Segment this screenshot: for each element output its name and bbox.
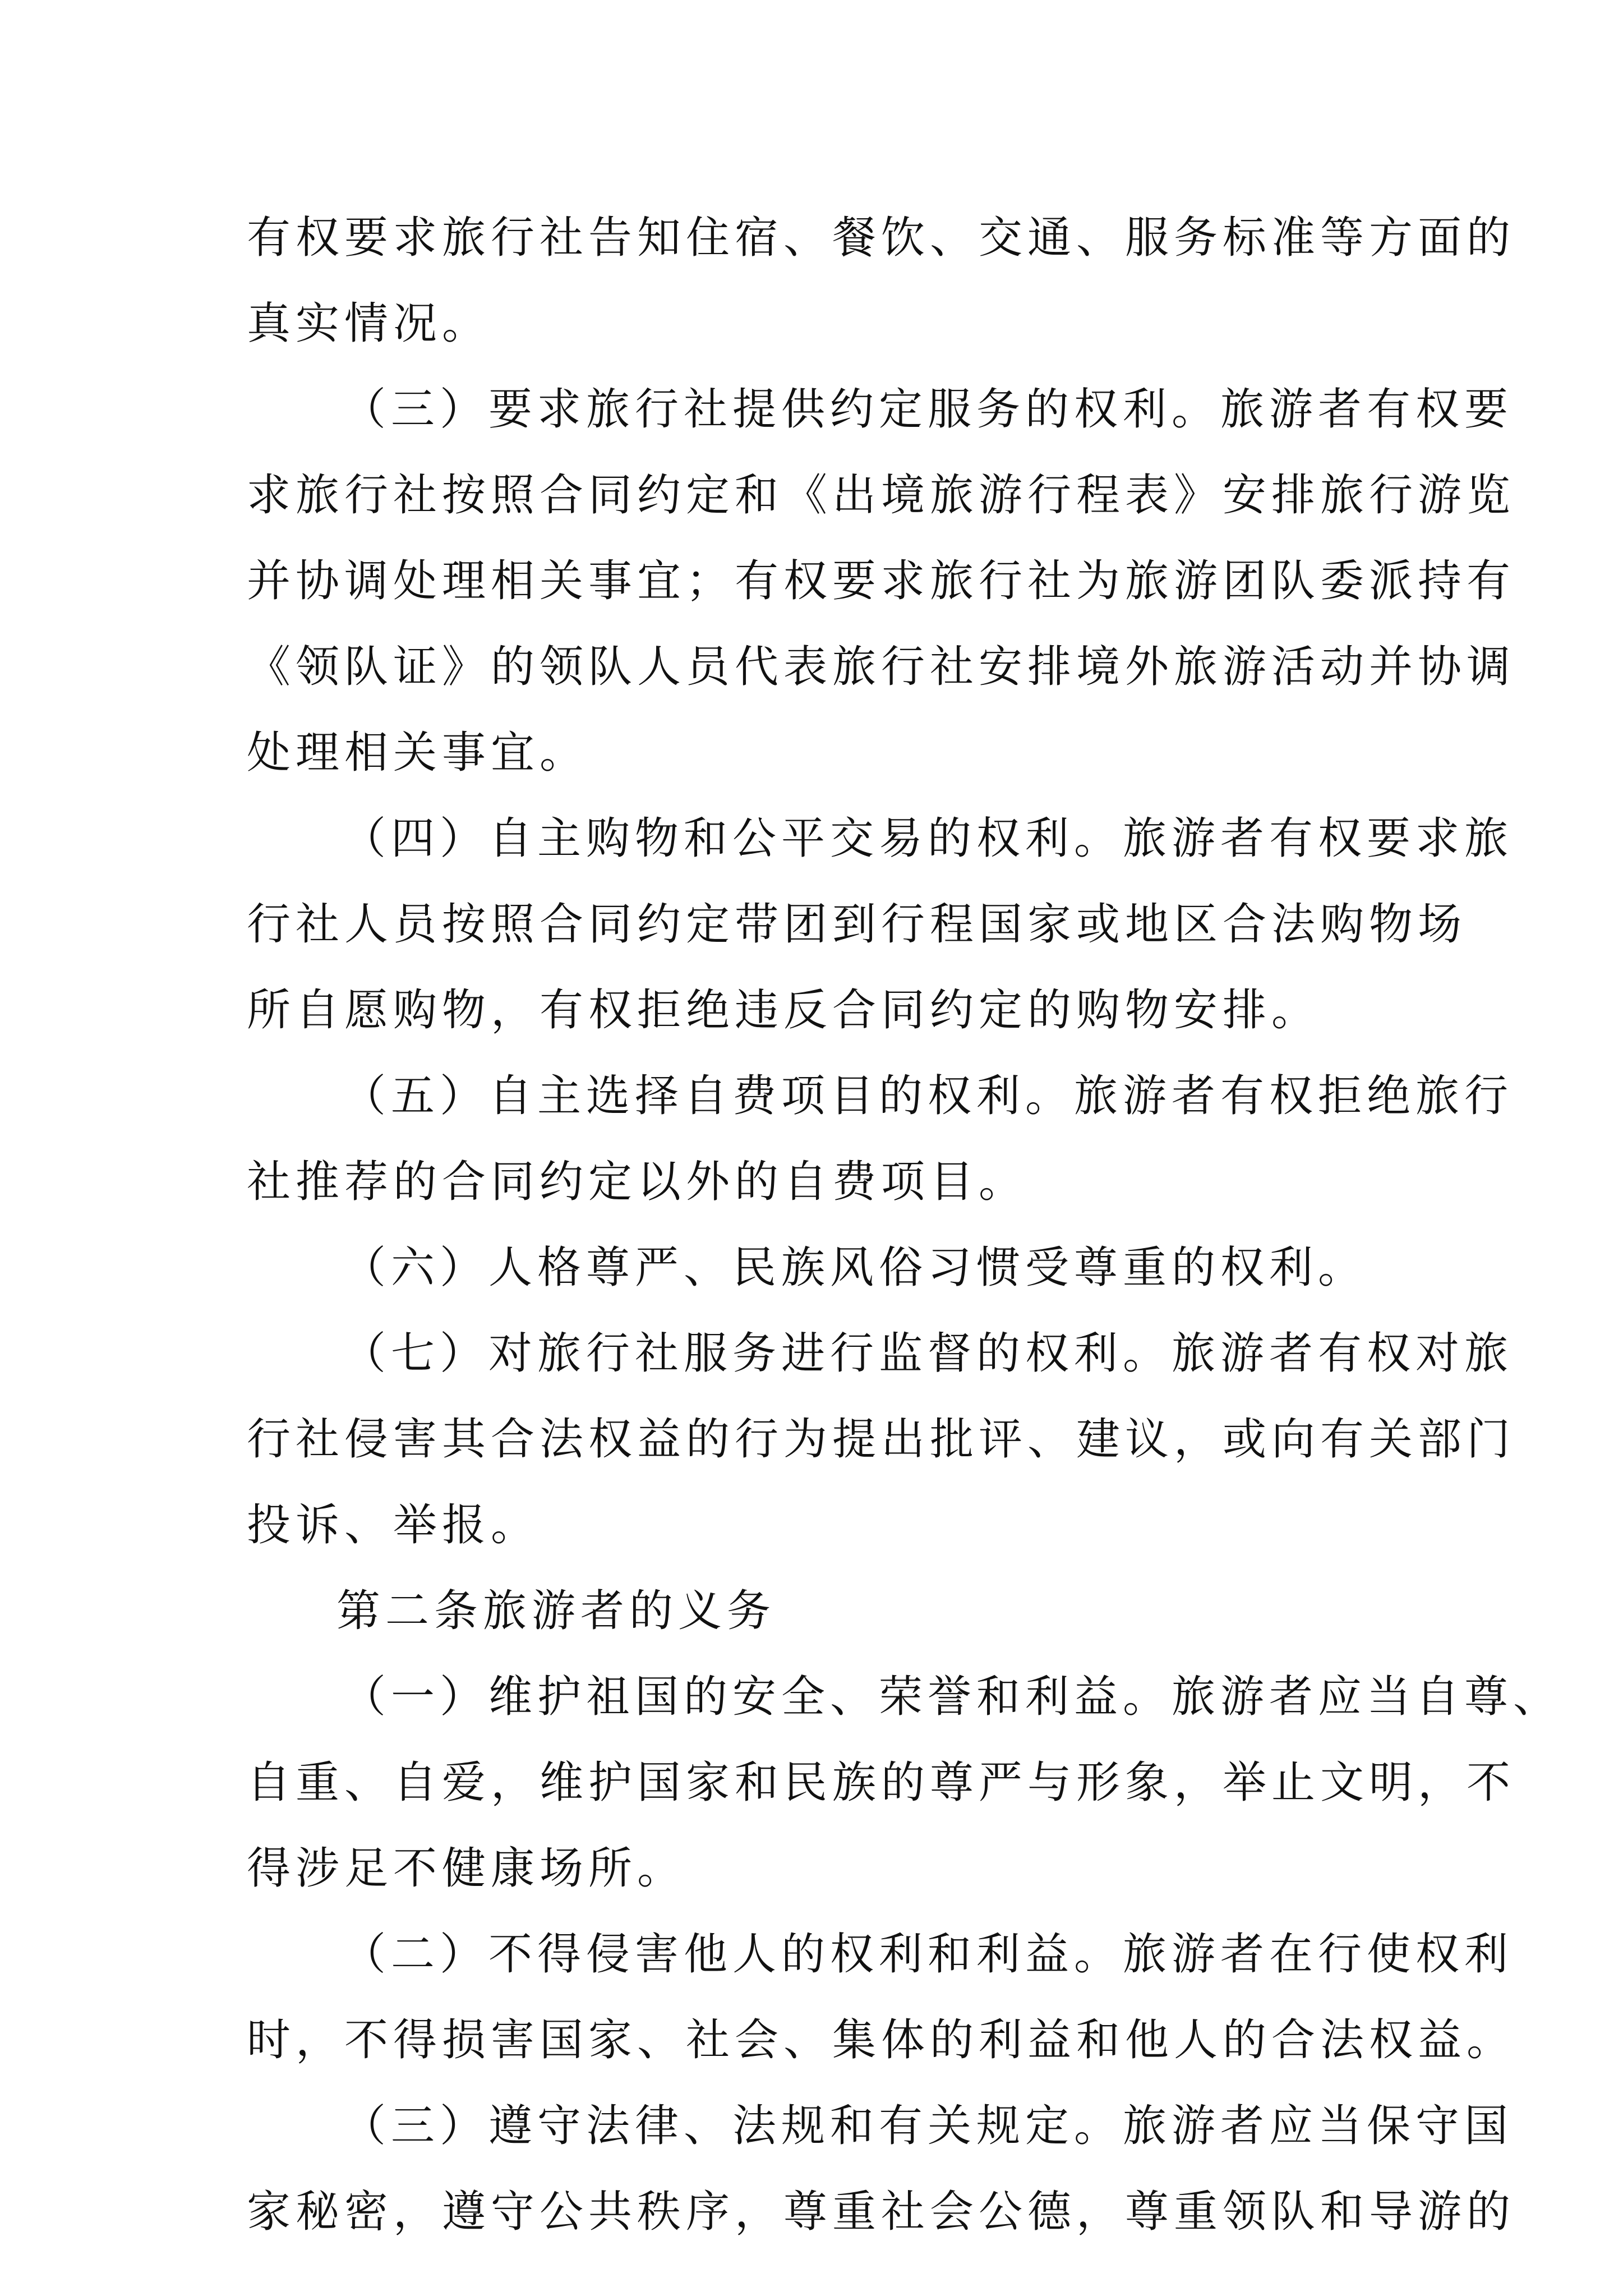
paragraph-start-line: （六）人格尊严、民族风俗习惯受尊重的权利。 <box>342 1243 1367 1293</box>
text-line: 行社侵害其合法权益的行为提出批评、建议，或向有关部门 <box>247 1414 1516 1465</box>
document-body <box>247 195 1562 2255</box>
text-line: 有权要求旅行社告知住宿、餐饮、交通、服务标准等方面的 <box>247 213 1516 263</box>
paragraph-start-line: （一）维护祖国的安全、荣誉和利益。旅游者应当自尊、 <box>342 1672 1562 1722</box>
text-line: 行社人员按照合同约定带团到行程国家或地区合法购物场 <box>247 899 1467 950</box>
paragraph-start-line: （七）对旅行社服务进行监督的权利。旅游者有权对旅 <box>342 1328 1514 1379</box>
paragraph-start-line: （二）不得侵害他人的权利和利益。旅游者在行使权利 <box>342 1929 1514 1980</box>
text-line: 社推荐的合同约定以外的自费项目。 <box>247 1157 1028 1207</box>
text-line: 求旅行社按照合同约定和《出境旅游行程表》安排旅行游览 <box>247 470 1516 521</box>
text-line: 得涉足不健康场所。 <box>247 1843 686 1894</box>
paragraph-start-line: （三）遵守法律、法规和有关规定。旅游者应当保守国 <box>342 2101 1514 2151</box>
text-line: 家秘密，遵守公共秩序，尊重社会公德，尊重领队和导游的 <box>247 2187 1516 2237</box>
text-line: 真实情况。 <box>247 298 491 349</box>
paragraph-start-line: （三）要求旅行社提供约定服务的权利。旅游者有权要 <box>342 384 1514 435</box>
text-line: 《领队证》的领队人员代表旅行社安排境外旅游活动并协调 <box>247 642 1516 692</box>
text-line: 并协调处理相关事宜；有权要求旅行社为旅游团队委派持有 <box>247 556 1516 606</box>
paragraph-start-line: （五）自主选择自费项目的权利。旅游者有权拒绝旅行 <box>342 1071 1514 1121</box>
text-line: 自重、自爱，维护国家和民族的尊严与形象，举止文明，不 <box>247 1757 1516 1808</box>
text-line: 所自愿购物，有权拒绝违反合同约定的购物安排。 <box>247 985 1321 1036</box>
text-line: 时，不得损害国家、社会、集体的利益和他人的合法权益。 <box>247 2015 1516 2065</box>
text-line: 处理相关事宜。 <box>247 728 589 778</box>
section-heading: 第二条旅游者的义务 <box>336 1586 776 1636</box>
text-line: 投诉、举报。 <box>247 1500 540 1550</box>
paragraph-start-line: （四）自主购物和公平交易的权利。旅游者有权要求旅 <box>342 813 1514 864</box>
